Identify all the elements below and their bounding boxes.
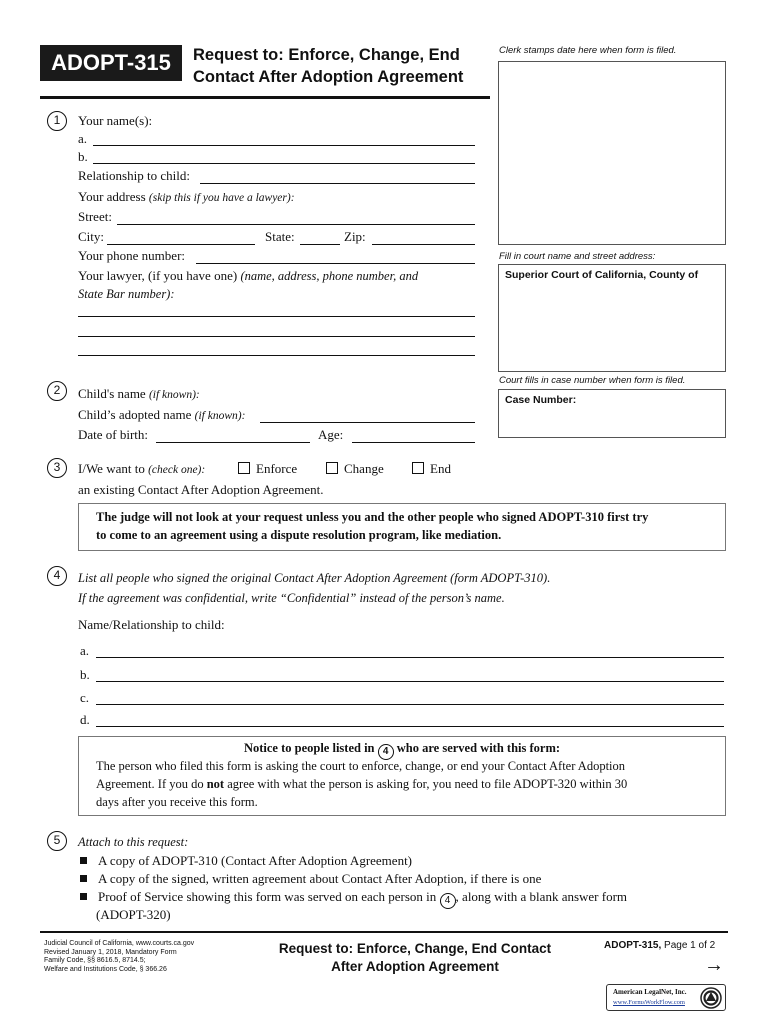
address-note: (skip this if you have a lawyer): [148, 192, 295, 204]
next-page-arrow-icon[interactable]: → [704, 954, 724, 976]
service-notice-not: not [206, 777, 225, 791]
signers-instruction-2: If the agreement was confidential, write “Confidential” instead of the person’s name. [78, 591, 505, 605]
adopted-name-note: (if known): [194, 410, 246, 422]
service-notice-line-1: The person who filed this form is asking the court to enforce, change, or end your Contact After Adoption [96, 759, 626, 773]
enforce-checkbox[interactable] [238, 461, 297, 477]
service-notice-title [79, 740, 725, 760]
lawyer-label [78, 268, 418, 284]
signer-d-label: d. [80, 712, 90, 727]
header-rule [40, 96, 490, 99]
title-line-2: Contact After Adoption Agreement [193, 68, 464, 86]
address-label [78, 189, 295, 206]
attach-item-3-cont: (ADOPT-320) [96, 907, 171, 922]
footer-citation-1: Judicial Council of California, www.courts.ca.gov [44, 940, 195, 947]
publisher-badge[interactable] [606, 984, 726, 1011]
change-checkbox[interactable] [326, 461, 384, 477]
form-number: ADOPT-315 [51, 50, 171, 75]
section-5-number: 5 [47, 831, 67, 851]
enforce-label: Enforce [256, 461, 298, 476]
attach-item-2 [80, 871, 541, 887]
want-label-text: I/We want to [78, 461, 145, 476]
end-checkbox[interactable] [412, 461, 451, 477]
state-field[interactable] [300, 244, 340, 245]
lawyer-line-2[interactable] [78, 336, 475, 337]
adopted-name-label [78, 407, 245, 424]
enforce-checkbox-box[interactable] [238, 462, 250, 474]
footer-title-1: Request to: Enforce, Change, End Contact [278, 941, 552, 956]
attach-item-3 [80, 889, 627, 909]
end-checkbox-box[interactable] [412, 462, 424, 474]
name-b-field[interactable] [93, 163, 475, 164]
footer-citation-4: Welfare and Institutions Code, § 366.26 [44, 965, 167, 973]
name-a-label: a. [78, 131, 88, 146]
want-note: (check one): [148, 464, 206, 476]
section-4-ref: 4 [440, 893, 456, 909]
court-name-box[interactable] [498, 264, 726, 372]
adopted-name-field[interactable] [260, 422, 475, 423]
publisher-logo-icon [700, 987, 722, 1009]
attach-label: Attach to this request: [78, 835, 189, 849]
bullet-icon [80, 875, 87, 882]
mediation-notice-line-1: The judge will not look at your request unless you and the other people who signed ADOPT-310 first try [96, 510, 649, 524]
zip-field[interactable] [372, 244, 475, 245]
service-notice-line-2a: Agreement. If you do [96, 777, 204, 791]
lawyer-line-1[interactable] [78, 316, 475, 317]
footer-page-number: Page 1 of 2 [664, 940, 716, 951]
footer-citation-3: Family Code, §§ 8616.5, 8714.5; [44, 957, 146, 964]
form-number-badge [40, 45, 182, 81]
mediation-notice-line-2: to come to an agreement using a dispute resolution program, like mediation. [96, 528, 502, 542]
section-4-ref: 4 [378, 744, 394, 760]
want-label [78, 461, 205, 478]
attach-item-1-text: A copy of ADOPT-310 (Contact After Adoption Agreement) [98, 853, 413, 868]
case-number-note: Court fills in case number when form is filed. [499, 375, 686, 386]
footer-citation-2: Revised January 1, 2018, Mandatory Form [44, 948, 177, 956]
footer-title-2: After Adoption Agreement [331, 959, 499, 974]
court-name-label: Fill in court name and street address: [499, 251, 656, 262]
signer-a-label: a. [80, 643, 90, 658]
attach-item-2-text: A copy of the signed, written agreement about Contact After Adoption, if there is one [98, 871, 542, 886]
dob-label: Date of birth: [78, 427, 149, 442]
relationship-field[interactable] [200, 183, 475, 184]
footer-rule [40, 931, 728, 933]
dob-field[interactable] [156, 442, 310, 443]
signers-instruction-1: List all people who signed the original Contact After Adoption Agreement (form ADOPT-310). [78, 571, 551, 585]
name-b-label: b. [78, 149, 88, 164]
child-name-text: Child's name [78, 386, 146, 401]
section-2-number: 2 [47, 381, 67, 401]
court-name-text: Superior Court of California, County of [505, 269, 699, 281]
lawyer-label-text: Your lawyer, (if you have one) [78, 268, 238, 283]
your-names-label: Your name(s): [78, 113, 153, 128]
signer-d-field[interactable] [96, 726, 724, 727]
clerk-stamp-box [498, 61, 726, 245]
zip-label: Zip: [344, 229, 366, 244]
service-notice-box [78, 736, 726, 816]
service-notice-line-2 [96, 776, 627, 793]
service-notice-line-2c: agree with what the person is asking for, you need to file ADOPT-320 within 30 [227, 777, 628, 791]
signer-c-field[interactable] [96, 704, 724, 705]
child-name-label [78, 386, 200, 403]
case-number-box[interactable] [498, 389, 726, 438]
publisher-name: American LegalNet, Inc. [613, 988, 687, 996]
attach-item-3-text-b: , along with a blank answer form [455, 889, 628, 904]
mediation-notice-box [78, 503, 726, 551]
state-label: State: [265, 229, 295, 244]
child-name-note: (if known): [148, 389, 200, 401]
section-1-number: 1 [47, 111, 67, 131]
footer-citation [44, 940, 194, 974]
city-label: City: [78, 229, 105, 244]
service-notice-title-b: who are served with this form: [396, 741, 561, 755]
section-3-number: 3 [47, 458, 67, 478]
lawyer-note-2: State Bar number): [78, 287, 175, 301]
name-relationship-label: Name/Relationship to child: [78, 617, 225, 632]
street-label: Street: [78, 209, 112, 224]
signer-b-label: b. [80, 667, 90, 682]
lawyer-line-3[interactable] [78, 355, 475, 356]
service-notice-title-a: Notice to people listed in [243, 741, 375, 755]
phone-label: Your phone number: [78, 248, 186, 263]
age-field[interactable] [352, 442, 475, 443]
publisher-url[interactable]: www.FormsWorkFlow.com [613, 999, 685, 1006]
footer-title [240, 940, 590, 976]
attach-item-3-text-a: Proof of Service showing this form was served on each person in [98, 889, 437, 904]
section-4-number: 4 [47, 566, 67, 586]
name-a-field[interactable] [93, 145, 475, 146]
footer-page-info [604, 940, 715, 951]
title-line-1: Request to: Enforce, Change, End [193, 46, 460, 64]
case-number-label: Case Number: [505, 394, 577, 406]
city-field[interactable] [107, 244, 255, 245]
change-label: Change [344, 461, 384, 476]
service-notice-line-3: days after you receive this form. [96, 795, 258, 809]
attach-item-1 [80, 853, 412, 869]
age-label: Age: [318, 427, 344, 442]
address-label-text: Your address [78, 189, 146, 204]
lawyer-note-1: (name, address, phone number, and [240, 269, 419, 283]
adopted-name-text: Child’s adopted name [78, 407, 192, 422]
signer-c-label: c. [80, 690, 90, 705]
existing-agreement-text: an existing Contact After Adoption Agreement. [78, 482, 324, 497]
page-title [193, 44, 463, 88]
clerk-stamp-label: Clerk stamps date here when form is filed. [499, 45, 677, 56]
phone-field[interactable] [196, 263, 475, 264]
signer-b-field[interactable] [96, 681, 724, 682]
end-label: End [430, 461, 451, 476]
bullet-icon [80, 857, 87, 864]
change-checkbox-box[interactable] [326, 462, 338, 474]
street-field[interactable] [117, 224, 475, 225]
footer-form-ref: ADOPT-315, [604, 940, 662, 951]
bullet-icon [80, 893, 87, 900]
signer-a-field[interactable] [96, 657, 724, 658]
relationship-label: Relationship to child: [78, 168, 190, 183]
